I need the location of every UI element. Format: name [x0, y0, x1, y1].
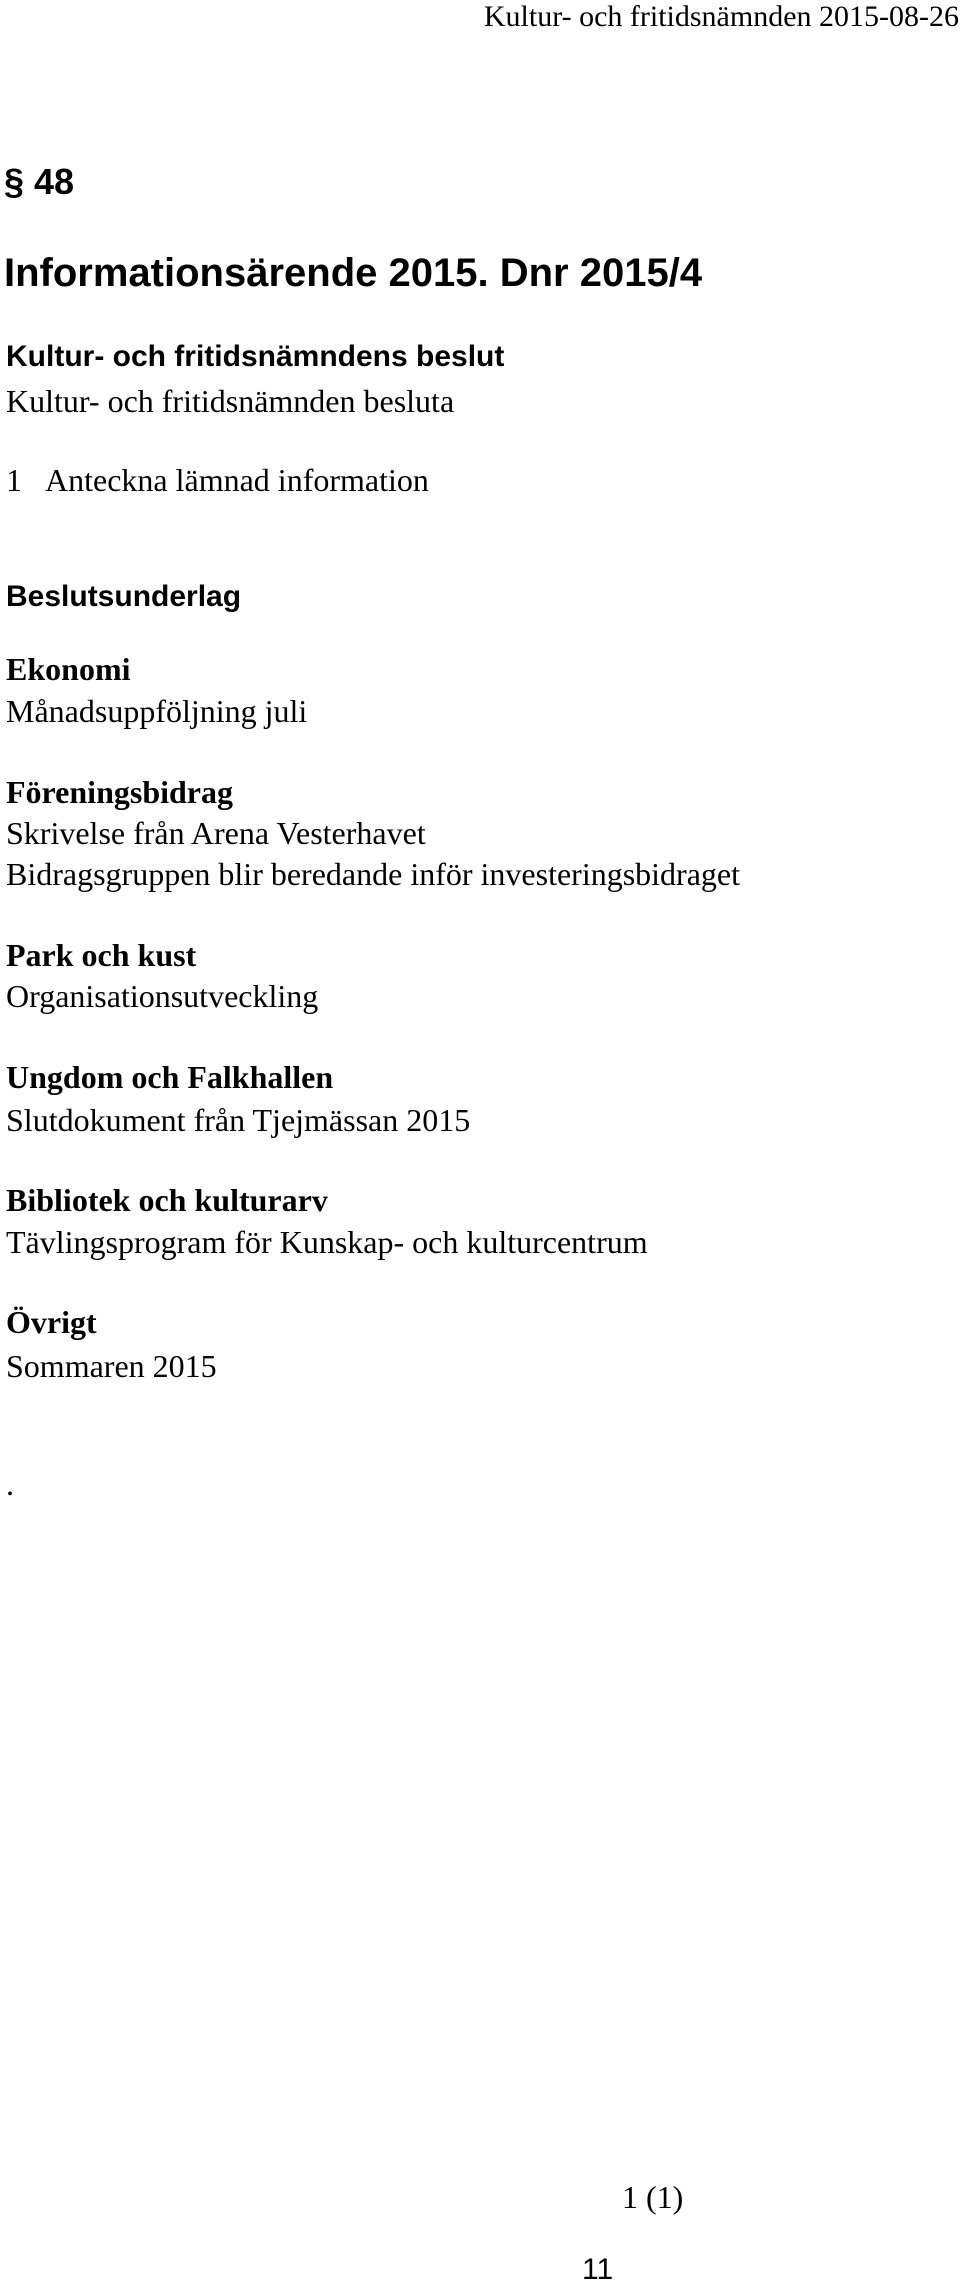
- basis-heading: Beslutsunderlag: [6, 580, 242, 613]
- section-line: Månadsuppföljning juli: [6, 693, 308, 729]
- header-title: Kultur- och fritidsnämnden 2015-08-26: [483, 0, 959, 33]
- section-line: Tävlingsprogram för Kunskap- och kulturcentrum: [6, 1224, 648, 1260]
- page-count: 1 (1): [622, 2179, 684, 2215]
- decision-item-number: 1: [6, 462, 22, 498]
- decision-intro: Kultur- och fritidsnämnden besluta: [6, 383, 455, 419]
- decision-heading: Kultur- och fritidsnämndens beslut: [6, 340, 505, 373]
- section-title: Övrigt: [6, 1304, 97, 1340]
- paragraph-title: Informationsärende 2015. Dnr 2015/4: [4, 251, 703, 295]
- trailing-mark: .: [6, 1466, 14, 1502]
- section-line: Skrivelse från Arena Vesterhavet: [6, 815, 426, 851]
- section-title: Föreningsbidrag: [6, 774, 233, 810]
- decision-item-text: Anteckna lämnad information: [45, 462, 429, 498]
- section-title: Ungdom och Falkhallen: [6, 1059, 334, 1095]
- page-number: 11: [582, 2253, 614, 2286]
- section-title: Park och kust: [6, 937, 197, 973]
- section-title: Ekonomi: [6, 651, 131, 687]
- section-line: Slutdokument från Tjejmässan 2015: [6, 1102, 471, 1138]
- section-title: Bibliotek och kulturarv: [6, 1182, 328, 1218]
- section-line: Organisationsutveckling: [6, 978, 319, 1014]
- section-line: Sommaren 2015: [6, 1348, 217, 1384]
- paragraph-number: § 48: [4, 161, 75, 202]
- section-line: Bidragsgruppen blir beredande inför investeringsbidraget: [6, 856, 740, 892]
